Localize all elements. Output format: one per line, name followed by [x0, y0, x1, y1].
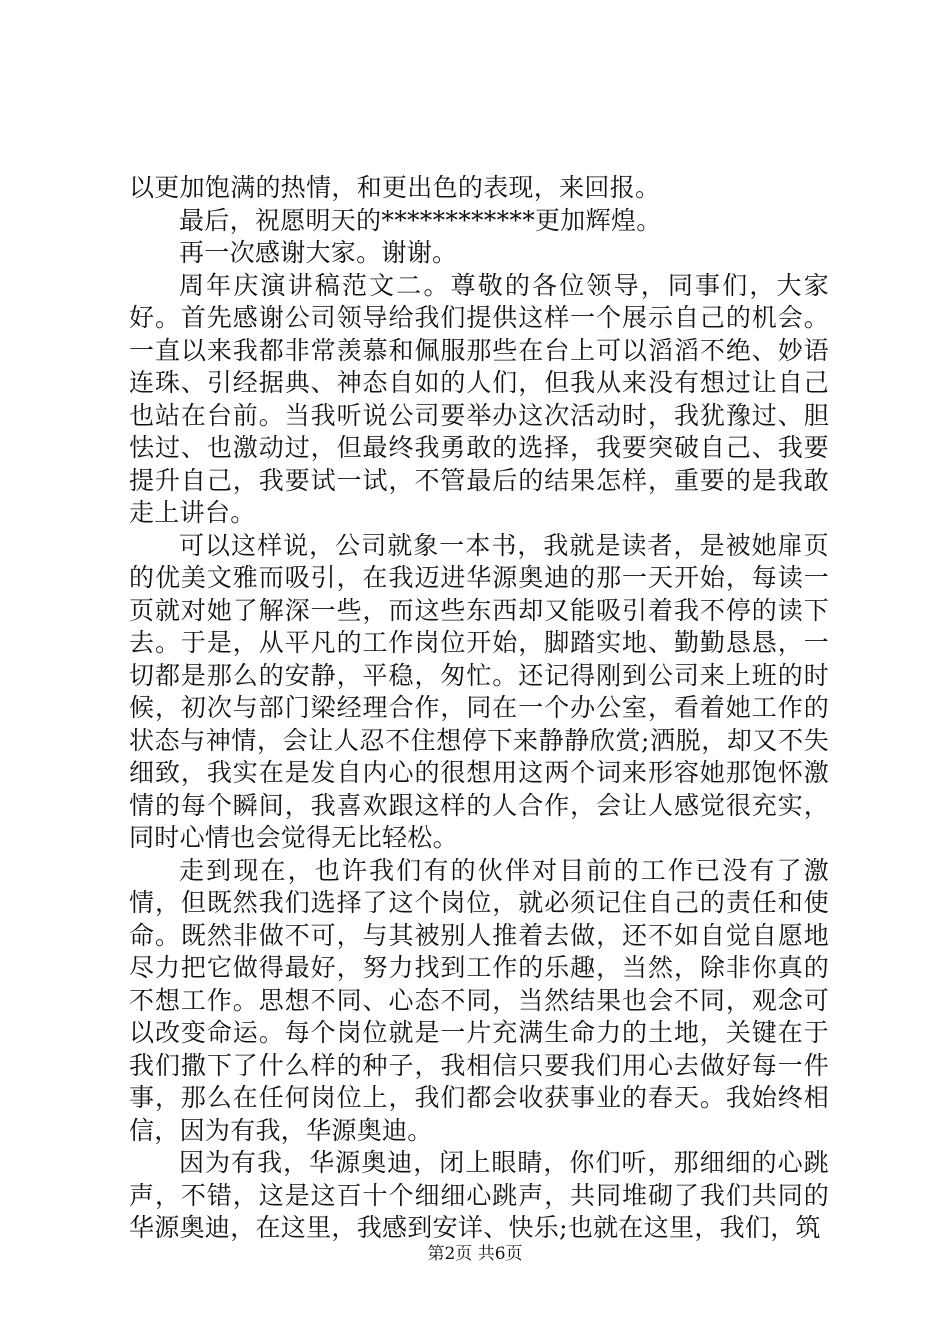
paragraph-speech-two-intro: 周年庆演讲稿范文二。尊敬的各位领导，同事们，大家好。首先感谢公司领导给我们提供这样一个展示自己的机会。一直以来我都非常羡慕和佩服那些在台上可以滔滔不绝、妙语连珠、引经据典、神态自如的人们，但我从来没有想过让自己也站在台前。当我听说公司要举办这次活动时，我犹豫过、胆怯过、也激动过，但最终我勇敢的选择，我要突破自己、我要提升自己，我要试一试，不管最后的结果怎样，重要的是我敢走上讲台。: [129, 270, 829, 527]
paragraph-heartbeat: 因为有我，华源奥迪，闭上眼睛，你们听，那细细的心跳声，不错，这是这百十个细细心跳声，共同堆砌了我们共同的华源奥迪，在这里，我感到安详、快乐;也就在这里，我们，筑: [129, 1148, 829, 1242]
paragraph-thanks: 再一次感谢大家。谢谢。: [179, 238, 458, 267]
paragraph-responsibility: 走到现在，也许我们有的伙伴对目前的工作已没有了激情，但既然我们选择了这个岗位，就必须记住自己的责任和使命。既然非做不可，与其被别人推着去做，还不如自觉自愿地尽力把它做得最好，努力找到工作的乐趣，当然，除非你真的不想工作。思想不同、心态不同，当然结果也会不同，观念可以改变命运。每个岗位就是一片充满生命力的土地，关键在于我们撒下了什么样的种子，我相信只要我们用心去做好每一件事，那么在任何岗位上，我们都会收获事业的春天。我始终相信，因为有我，华源奥迪。: [129, 855, 829, 1145]
document-body: [129, 172, 829, 1245]
paragraph-continuation: 以更加饱满的热情，和更出色的表现，来回报。: [129, 173, 661, 202]
paragraph-closing-wish: 最后，祝愿明天的************更加辉煌。: [179, 205, 662, 235]
page-number-footer: 第2页 共6页: [427, 1244, 523, 1264]
paragraph-company-book: 可以这样说，公司就象一本书，我就是读者，是被她扉页的优美文雅而吸引，在我迈进华源奥迪的那一天开始，每读一页就对她了解深一些，而这些东西却又能吸引着我不停的读下去。于是，从平凡的工作岗位开始，脚踏实地、勤勤恳恳，一切都是那么的安静，平稳，匆忙。还记得刚到公司来上班的时候，初次与部门梁经理合作，同在一个办公室，看着她工作的状态与神情，会让人忍不住想停下来静静欣赏;洒脱，却又不失细致，我实在是发自内心的很想用这两个词来形容她那饱怀激情的每个瞬间，我喜欢跟这样的人合作，会让人感觉很充实，同时心情也会觉得无比轻松。: [129, 530, 829, 852]
